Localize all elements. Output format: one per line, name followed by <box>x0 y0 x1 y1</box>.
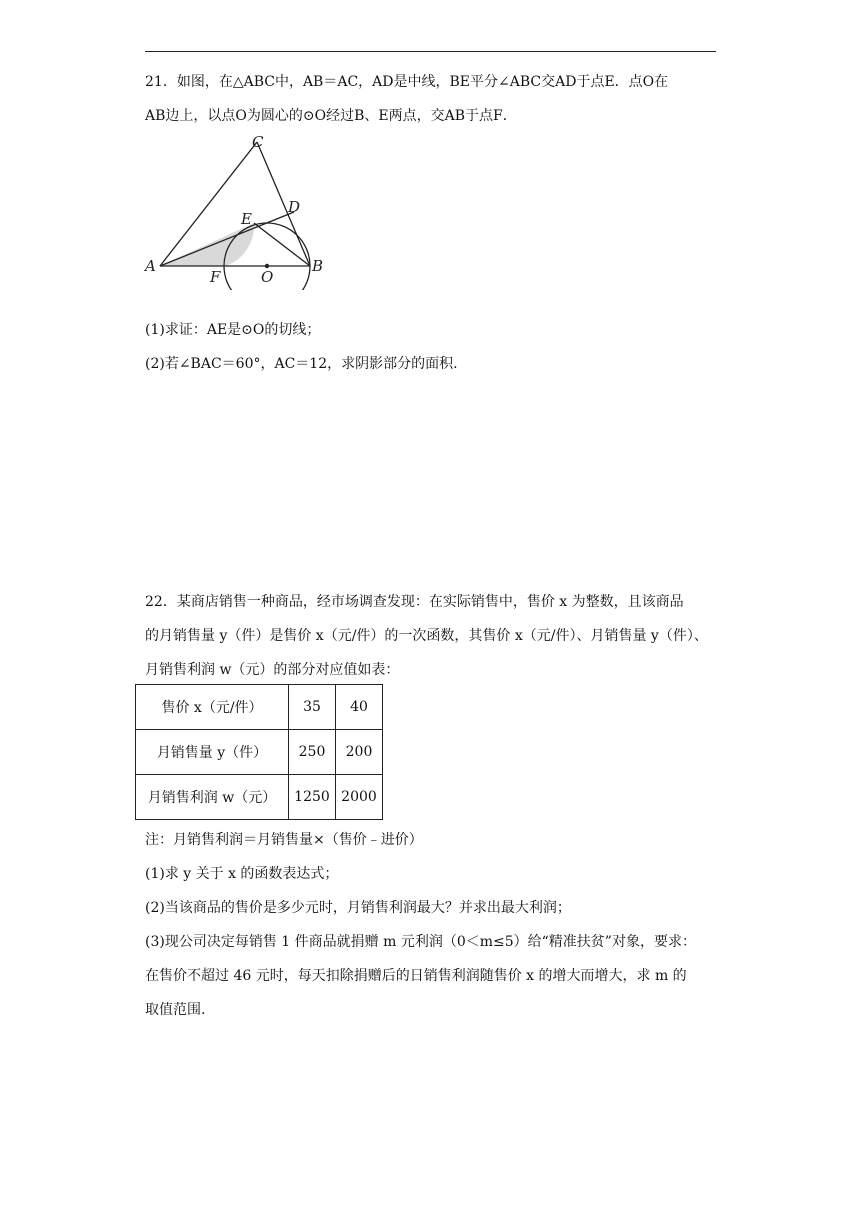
q22-statement-line2: 的月销售量 y（件）是售价 x（元/件）的一次函数，其售价 x（元/件）、月销售量 y（件）、 <box>145 628 708 644</box>
label-o: O <box>261 268 274 286</box>
q21-statement-line1: 21．如图，在△ABC中，AB＝AC，AD是中线，BE平分∠ABC交AD于点E．点O在 <box>145 74 669 90</box>
q22-part3-line1: (3)现公司决定每销售 1 件商品就捐赠 m 元利润（0＜m≤5）给“精准扶贫”对象，要求： <box>145 934 696 950</box>
label-a: A <box>145 257 156 275</box>
label-f: F <box>210 268 221 286</box>
q22-part1: (1)求 y 关于 x 的函数表达式； <box>145 866 339 882</box>
q22-part3-line2: 在售价不超过 46 元时，每天扣除捐赠后的日销售利润随售价 x 的增大而增大，求 m 的 <box>145 968 687 984</box>
table-cell: 2000 <box>336 775 383 820</box>
q22-data-table <box>135 684 383 820</box>
table-row <box>136 775 383 820</box>
label-d: D <box>288 198 301 216</box>
label-e: E <box>241 210 252 228</box>
shaded-region <box>160 223 254 266</box>
segment-be <box>254 223 310 266</box>
table-header-cell: 售价 x（元/件） <box>136 685 289 730</box>
segment-cb <box>257 142 310 266</box>
q22-statement-line1: 22．某商店销售一种商品，经市场调查发现：在实际销售中，售价 x 为整数，且该商品 <box>145 594 684 610</box>
q22-part3-line3: 取值范围. <box>145 1002 206 1018</box>
table-cell: 1250 <box>289 775 336 820</box>
label-c: C <box>252 133 264 151</box>
table-cell: 35 <box>289 685 336 730</box>
table-cell: 200 <box>336 730 383 775</box>
q22-statement-line3: 月销售利润 w（元）的部分对应值如表： <box>145 662 400 678</box>
label-b: B <box>312 257 324 275</box>
q21-geometry-figure <box>140 130 340 290</box>
header-rule <box>145 51 716 52</box>
q22-part2: (2)当该商品的售价是多少元时，月销售利润最大？并求出最大利润； <box>145 900 571 916</box>
table-cell: 40 <box>336 685 383 730</box>
table-header-cell: 月销售利润 w（元） <box>136 775 289 820</box>
table-row <box>136 685 383 730</box>
table-header-cell: 月销售量 y（件） <box>136 730 289 775</box>
q21-statement-line2: AB边上，以点O为圆心的⊙O经过B、E两点，交AB于点F． <box>145 108 517 124</box>
q21-part2: (2)若∠BAC＝60°，AC＝12，求阴影部分的面积. <box>145 356 458 372</box>
q22-note: 注：月销售利润＝月销售量×（售价﹣进价） <box>145 832 423 848</box>
q21-part1: (1)求证：AE是⊙O的切线； <box>145 322 321 338</box>
table-cell: 250 <box>289 730 336 775</box>
table-row <box>136 730 383 775</box>
